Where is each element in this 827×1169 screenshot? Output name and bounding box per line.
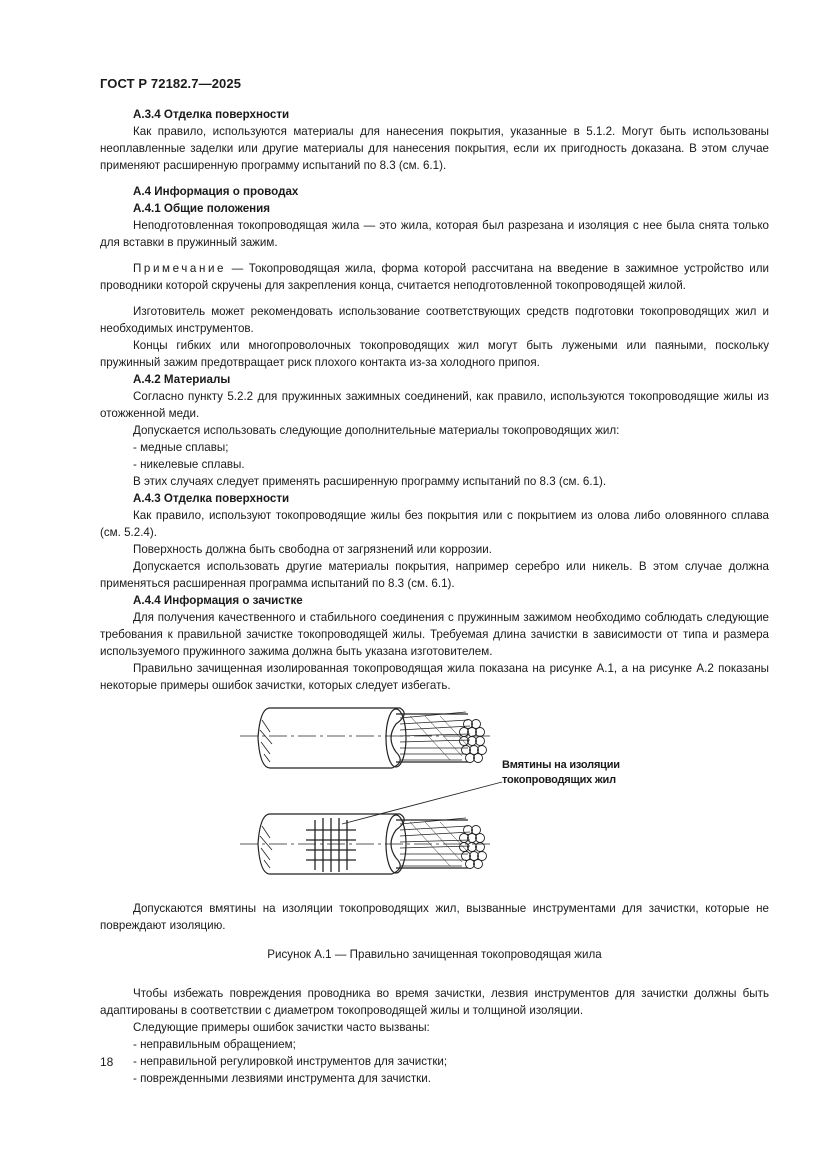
paragraph: Концы гибких или многопроволочных токопроводящих жил могут быть лужеными или паяными, поскольку пружинный зажим предотвращает риск плохого контакта из-за холодного припоя. [100,339,769,369]
section-heading-a41: А.4.1 Общие положения [133,202,271,215]
document-body [100,106,769,1087]
figure-callout: Вмятины на изоляции токопроводящих жил [502,759,620,786]
wire-figure [100,706,769,894]
paragraph: Как правило, используются материалы для нанесения покрытия, указанные в 5.1.2. Могут быть использованы неоплавленные заделки или другие материалы для нанесения покрытия, если их пригодность доказана. В этом случае применяют расширенную программу испытаний по 8.3 (см. 6.1). [100,125,769,172]
note-paragraph [100,260,769,294]
paragraph: Правильно зачищенная изолированная токопроводящая жила показана на рисунке А.1, а на рисунке А.2 показаны некоторые примеры ошибок зачистки, которых следует избегать. [100,662,769,692]
list-item: - поврежденными лезвиями инструмента для зачистки. [133,1072,431,1085]
paragraph: Для получения качественного и стабильного соединения с пружинным зажимом необходимо соблюдать следующие требования к правильной зачистке токопроводящей жилы. Требуемая длина зачистки в зависимости от типа и размера используемого пружинного зажима должна быть указана изготовителем. [100,611,769,658]
list-item: - никелевые сплавы. [133,458,245,471]
section-heading-a43: А.4.3 Отделка поверхности [133,492,290,505]
section-heading-a44: А.4.4 Информация о зачистке [133,594,303,607]
paragraph: Чтобы избежать повреждения проводника во время зачистки, лезвия инструментов для зачистки должны быть адаптированы в соответствии с диаметром токопроводящей жилы и толщиной изоляции. [100,987,769,1017]
section-heading-a4: А.4 Информация о проводах [133,185,299,198]
wire-top-illustration [240,708,492,768]
paragraph: Следующие примеры ошибок зачистки часто вызваны: [133,1021,430,1034]
figure-caption: Рисунок А.1 — Правильно зачищенная токопроводящая жила [267,948,602,961]
stripped-wire-drawing [100,706,769,894]
paragraph: Неподготовленная токопроводящая жила — это жила, которая был разрезана и изоляция с нее была снята только для вставки в пружинный зажим. [100,219,769,249]
paragraph: Как правило, используют токопроводящие жилы без покрытия или с покрытием из олова либо оловянного сплава (см. 5.2.4). [100,509,769,539]
page-number: 18 [100,1055,114,1069]
paragraph: В этих случаях следует применять расширенную программу испытаний по 8.3 (см. 6.1). [133,475,607,488]
insulation-dents [306,818,356,872]
figure-note: Допускаются вмятины на изоляции токопроводящих жил, вызванные инструментами для зачистки, которые не повреждают изоляцию. [100,902,769,932]
note-text: — Токопроводящая жила, форма которой рассчитана на введение в зажимное устройство или проводники которой скручены для закрепления конца, считается неподготовленной токопроводящей жилой. [100,262,769,292]
list-item: - медные сплавы; [133,441,229,454]
section-heading-a34: А.3.4 Отделка поверхности [133,108,290,121]
paragraph: Согласно пункту 5.2.2 для пружинных зажимных соединений, как правило, используются токопроводящие жилы из отожженной меди. [100,390,769,420]
document-header: ГОСТ Р 72182.7—2025 [100,76,242,91]
paragraph: Изготовитель может рекомендовать использование соответствующих средств подготовки токопроводящих жил и необходимых инструментов. [100,305,769,335]
note-label: Примечание [133,262,227,275]
wire-bottom-illustration [240,782,502,874]
paragraph: Допускается использовать следующие дополнительные материалы токопроводящих жил: [133,424,620,437]
paragraph: Поверхность должна быть свободна от загрязнений или коррозии. [133,543,492,556]
paragraph: Допускается использовать другие материалы покрытия, например серебро или никель. В этом случае должна применяться расширенная программа испытаний по 8.3 (см. 6.1). [100,560,769,590]
callout-leader [342,782,502,824]
list-item: - неправильным обращением; [133,1038,296,1051]
list-item: - неправильной регулировкой инструментов для зачистки; [133,1055,448,1068]
section-heading-a42: А.4.2 Материалы [133,373,231,386]
